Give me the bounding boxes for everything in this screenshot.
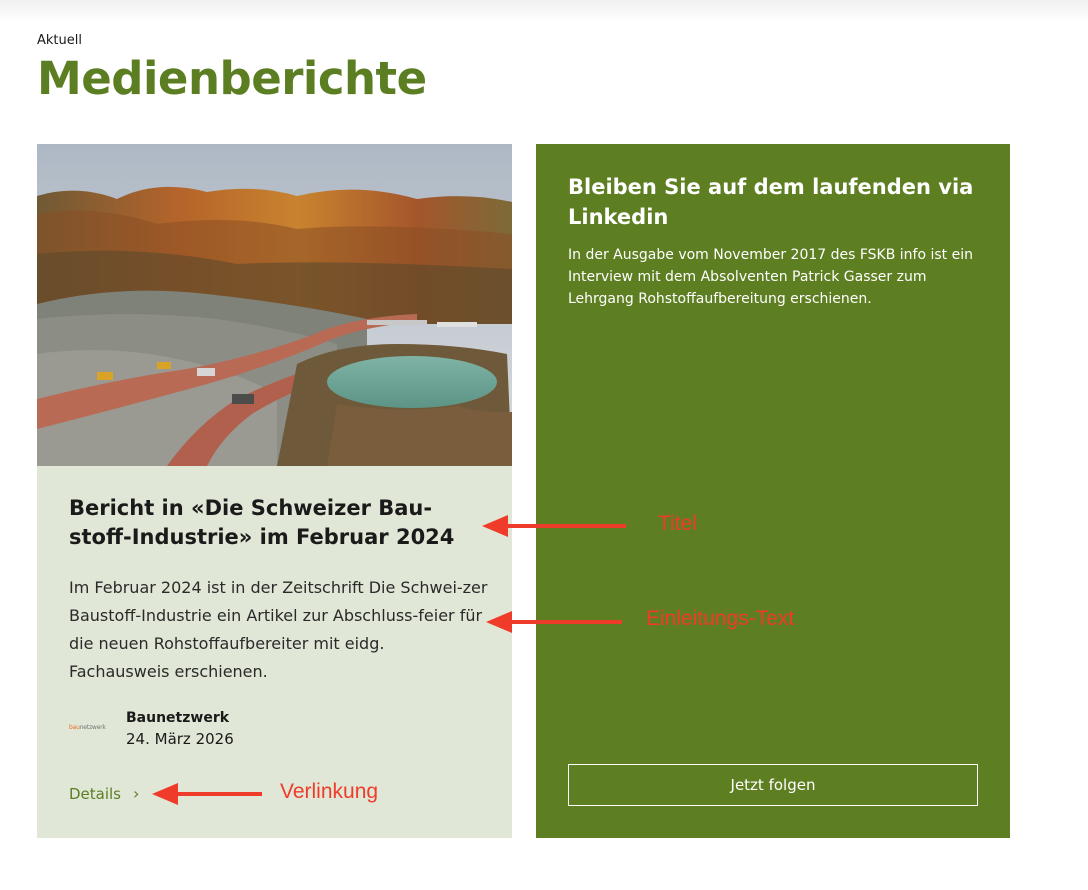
linkedin-teaser <box>536 144 1010 838</box>
page-title: Medienberichte <box>37 52 427 105</box>
teaser-title: Bleiben Sie auf dem laufenden via Linkedin <box>568 175 974 229</box>
annotation-title-label: Titel <box>658 512 697 535</box>
card-title: Bericht in «Die Schweizer Bau-stoff-Industrie» im Februar 2024 <box>69 496 455 549</box>
card-intro-text: Im Februar 2024 ist in der Zeitschrift Die Schwei-zer Baustoff-Industrie ein Artikel zur Abschluss-feier für die neuen Rohstoffaufbereiter mit eidg. Fachausweis erschienen. <box>69 578 488 681</box>
annotation-arrow-title <box>480 513 630 539</box>
section-eyebrow: Aktuell <box>37 33 82 48</box>
quarry-photo <box>37 144 512 466</box>
source-name: Baunetzwerk <box>126 710 230 726</box>
teaser-text: In der Ausgabe vom November 2017 des FSKB info ist ein Interview mit dem Absolventen Patrick Gasser zum Lehrgang Rohstoffaufbereitung erschienen. <box>568 247 973 307</box>
chevron-right-icon: › <box>133 784 140 803</box>
source-meta <box>69 710 449 750</box>
top-shade <box>0 0 1088 22</box>
annotation-arrow-link <box>150 781 266 807</box>
source-date: 24. März 2026 <box>126 730 234 748</box>
details-link[interactable] <box>69 784 139 803</box>
details-link-label: Details <box>69 784 122 803</box>
news-card[interactable] <box>37 144 512 838</box>
annotation-link-label: Verlinkung <box>280 780 379 803</box>
baunetzwerk-logo: baunetzwerk <box>69 724 106 731</box>
quarry-photo-illustration <box>37 144 512 466</box>
follow-button[interactable]: Jetzt folgen <box>568 764 978 806</box>
annotation-intro-label: Einleitungs-Text <box>646 607 795 630</box>
annotation-arrow-intro <box>484 609 626 635</box>
